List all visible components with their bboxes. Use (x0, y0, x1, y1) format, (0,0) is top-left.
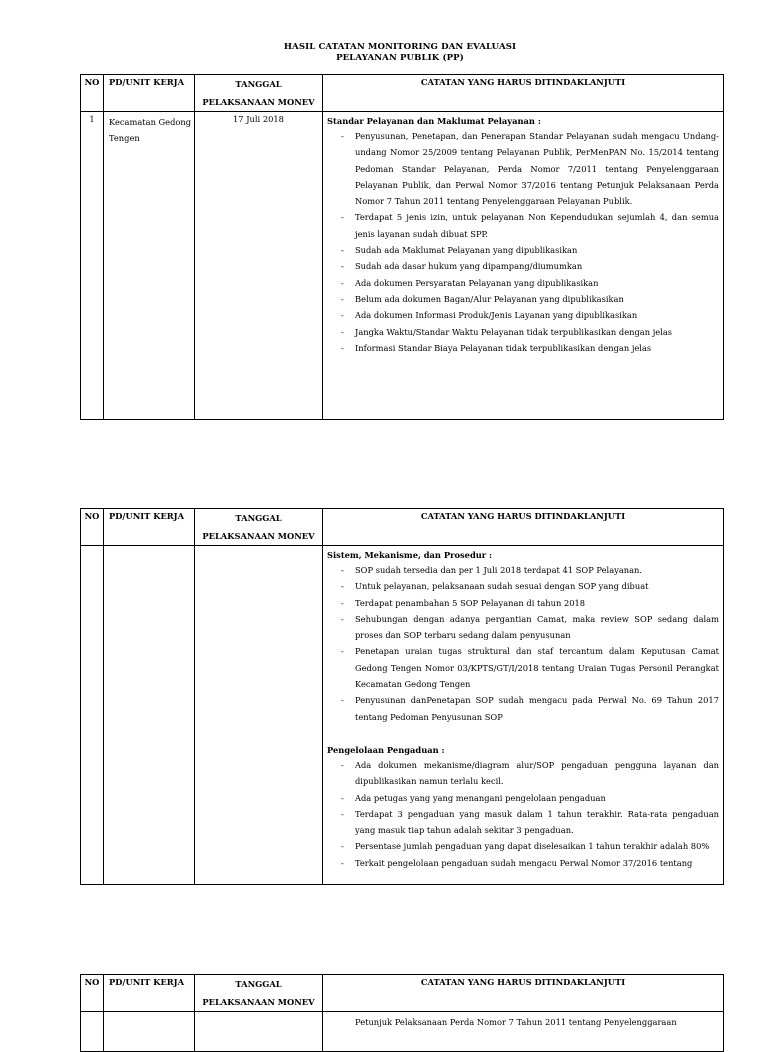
list-item: - SOP sudah tersedia dan per 1 Juli 2018 terdapat 41 SOP Pelayanan. (327, 562, 719, 578)
continuation-text: Petunjuk Pelaksanaan Perda Nomor 7 Tahun 2011 tentang Penyelenggaraan (355, 1017, 677, 1027)
monev-table-2 (80, 508, 724, 885)
list-item: - Penyusunan, Penetapan, dan Penerapan Standar Pelayanan sudah mengacu Undang-undang Nomor 25/2009 tentang Pelayanan Publik, PerMenPAN No. 15/2014 tentang Pedoman Standar Pelayanan, Perda Nomor 7/2011 tentang Penyelenggaraan Pelayanan Publik, dan Perwal Nomor 37/2016 tentang Petunjuk Pelaksanaan Perda Nomor 7 Tahun 2011 tentang Penyelenggaraan Pelayanan Publik. (327, 128, 719, 209)
list-item: - Persentase jumlah pengaduan yang dapat diselesaikan 1 tahun terakhir adalah 80% (327, 838, 719, 854)
list-item: - Jangka Waktu/Standar Waktu Pelayanan tidak terpublikasikan dengan jelas (327, 324, 719, 340)
list-item: - Penetapan uraian tugas struktural dan staf tercantum dalam Keputusan Camat Gedong Tengen Nomor 03/KPTS/GT/I/2018 tentang Uraian Tugas Personil Perangkat Kecamatan Gedong Tengen (327, 643, 719, 692)
list-item: - Terdapat 5 jenis izin, untuk pelayanan Non Kependudukan sejumlah 4, dan semua jenis layanan sudah dibuat SPP. (327, 209, 719, 242)
header-pd-unit-kerja: PD/UNIT KERJA (104, 509, 195, 546)
header-pd-unit-kerja: PD/UNIT KERJA (104, 75, 195, 112)
header-tanggal-line1: TANGGAL (235, 79, 282, 89)
header-tanggal-line1: TANGGAL (235, 513, 282, 523)
row-catatan (323, 546, 724, 885)
header-no: NO (81, 75, 104, 112)
document-title-line2: PELAYANAN PUBLIK (PP) (336, 53, 464, 63)
row-catatan (323, 112, 724, 420)
section-title-pengelolaan-pengaduan: Pengelolaan Pengaduan : (327, 744, 445, 755)
list-item: - Ada dokumen Informasi Produk/Jenis Layanan yang dipublikasikan (327, 307, 719, 323)
list-item: - Ada dokumen mekanisme/diagram alur/SOP pengaduan pengguna layanan dan dipublikasikan namun terlalu kecil. (327, 757, 719, 790)
header-tanggal-line2: PELAKSANAAN MONEV (202, 531, 315, 541)
list-item: - Belum ada dokumen Bagan/Alur Pelayanan yang dipublikasikan (327, 291, 719, 307)
list-item: - Sudah ada Maklumat Pelayanan yang dipublikasikan (327, 242, 719, 258)
header-tanggal-line2: PELAKSANAAN MONEV (202, 97, 315, 107)
header-catatan: CATATAN YANG HARUS DITINDAKLANJUTI (323, 975, 724, 1012)
catatan-list (327, 757, 719, 871)
header-tanggal (195, 75, 323, 112)
table-row (81, 112, 724, 420)
row-number: 1 (81, 112, 104, 420)
header-tanggal-line2: PELAKSANAAN MONEV (202, 997, 315, 1007)
header-catatan: CATATAN YANG HARUS DITINDAKLANJUTI (323, 75, 724, 112)
table-row (81, 1012, 724, 1052)
list-item: - Untuk pelayanan, pelaksanaan sudah sesuai dengan SOP yang dibuat (327, 578, 719, 594)
row-pd-unit-kerja: Kecamatan Gedong Tengen (104, 112, 195, 420)
list-item: - Sehubungan dengan adanya pergantian Camat, maka review SOP sedang dalam proses dan SOP terbaru sedang dalam penyusunan (327, 611, 719, 644)
row-tanggal (195, 1012, 323, 1052)
row-pd-unit-kerja (104, 1012, 195, 1052)
section-title-standar-pelayanan: Standar Pelayanan dan Maklumat Pelayanan : (327, 116, 541, 126)
row-tanggal (195, 546, 323, 885)
row-number (81, 546, 104, 885)
header-tanggal (195, 509, 323, 546)
header-no: NO (81, 975, 104, 1012)
section-title-sistem-mekanisme: Sistem, Mekanisme, dan Prosedur : (327, 550, 493, 560)
header-no: NO (81, 509, 104, 546)
catatan-list (327, 562, 719, 725)
header-tanggal-line1: TANGGAL (235, 979, 282, 989)
table-row (81, 546, 724, 885)
row-catatan (323, 1012, 724, 1052)
monev-table-1 (80, 74, 724, 420)
list-item: - Informasi Standar Biaya Pelayanan tidak terpublikasikan dengan jelas (327, 340, 719, 356)
table-header-row (81, 975, 724, 1012)
catatan-list (327, 128, 719, 356)
list-item: - Sudah ada dasar hukum yang dipampang/diumumkan (327, 258, 719, 274)
row-number (81, 1012, 104, 1052)
row-tanggal: 17 Juli 2018 (195, 112, 323, 420)
row-pd-unit-kerja (104, 546, 195, 885)
header-pd-unit-kerja: PD/UNIT KERJA (104, 975, 195, 1012)
list-item: - Ada dokumen Persyaratan Pelayanan yang dipublikasikan (327, 275, 719, 291)
table-header-row (81, 509, 724, 546)
header-catatan: CATATAN YANG HARUS DITINDAKLANJUTI (323, 509, 724, 546)
table-header-row (81, 75, 724, 112)
list-item: - Penyusunan danPenetapan SOP sudah mengacu pada Perwal No. 69 Tahun 2017 tentang Pedoman Penyusunan SOP (327, 692, 719, 725)
section-spacer (327, 725, 719, 743)
list-item: - Terdapat penambahan 5 SOP Pelayanan di tahun 2018 (327, 595, 719, 611)
header-tanggal (195, 975, 323, 1012)
list-item: - Terkait pengelolaan pengaduan sudah mengacu Perwal Nomor 37/2016 tentang (327, 855, 719, 871)
monev-table-3 (80, 974, 724, 1052)
document-title-line1: HASIL CATATAN MONITORING DAN EVALUASI (283, 42, 517, 52)
list-item: - Terdapat 3 pengaduan yang masuk dalam 1 tahun terakhir. Rata-rata pengaduan yang masuk tiap tahun adalah sekitar 3 pengaduan. (327, 806, 719, 839)
list-item: - Ada petugas yang yang menangani pengelolaan pengaduan (327, 790, 719, 806)
